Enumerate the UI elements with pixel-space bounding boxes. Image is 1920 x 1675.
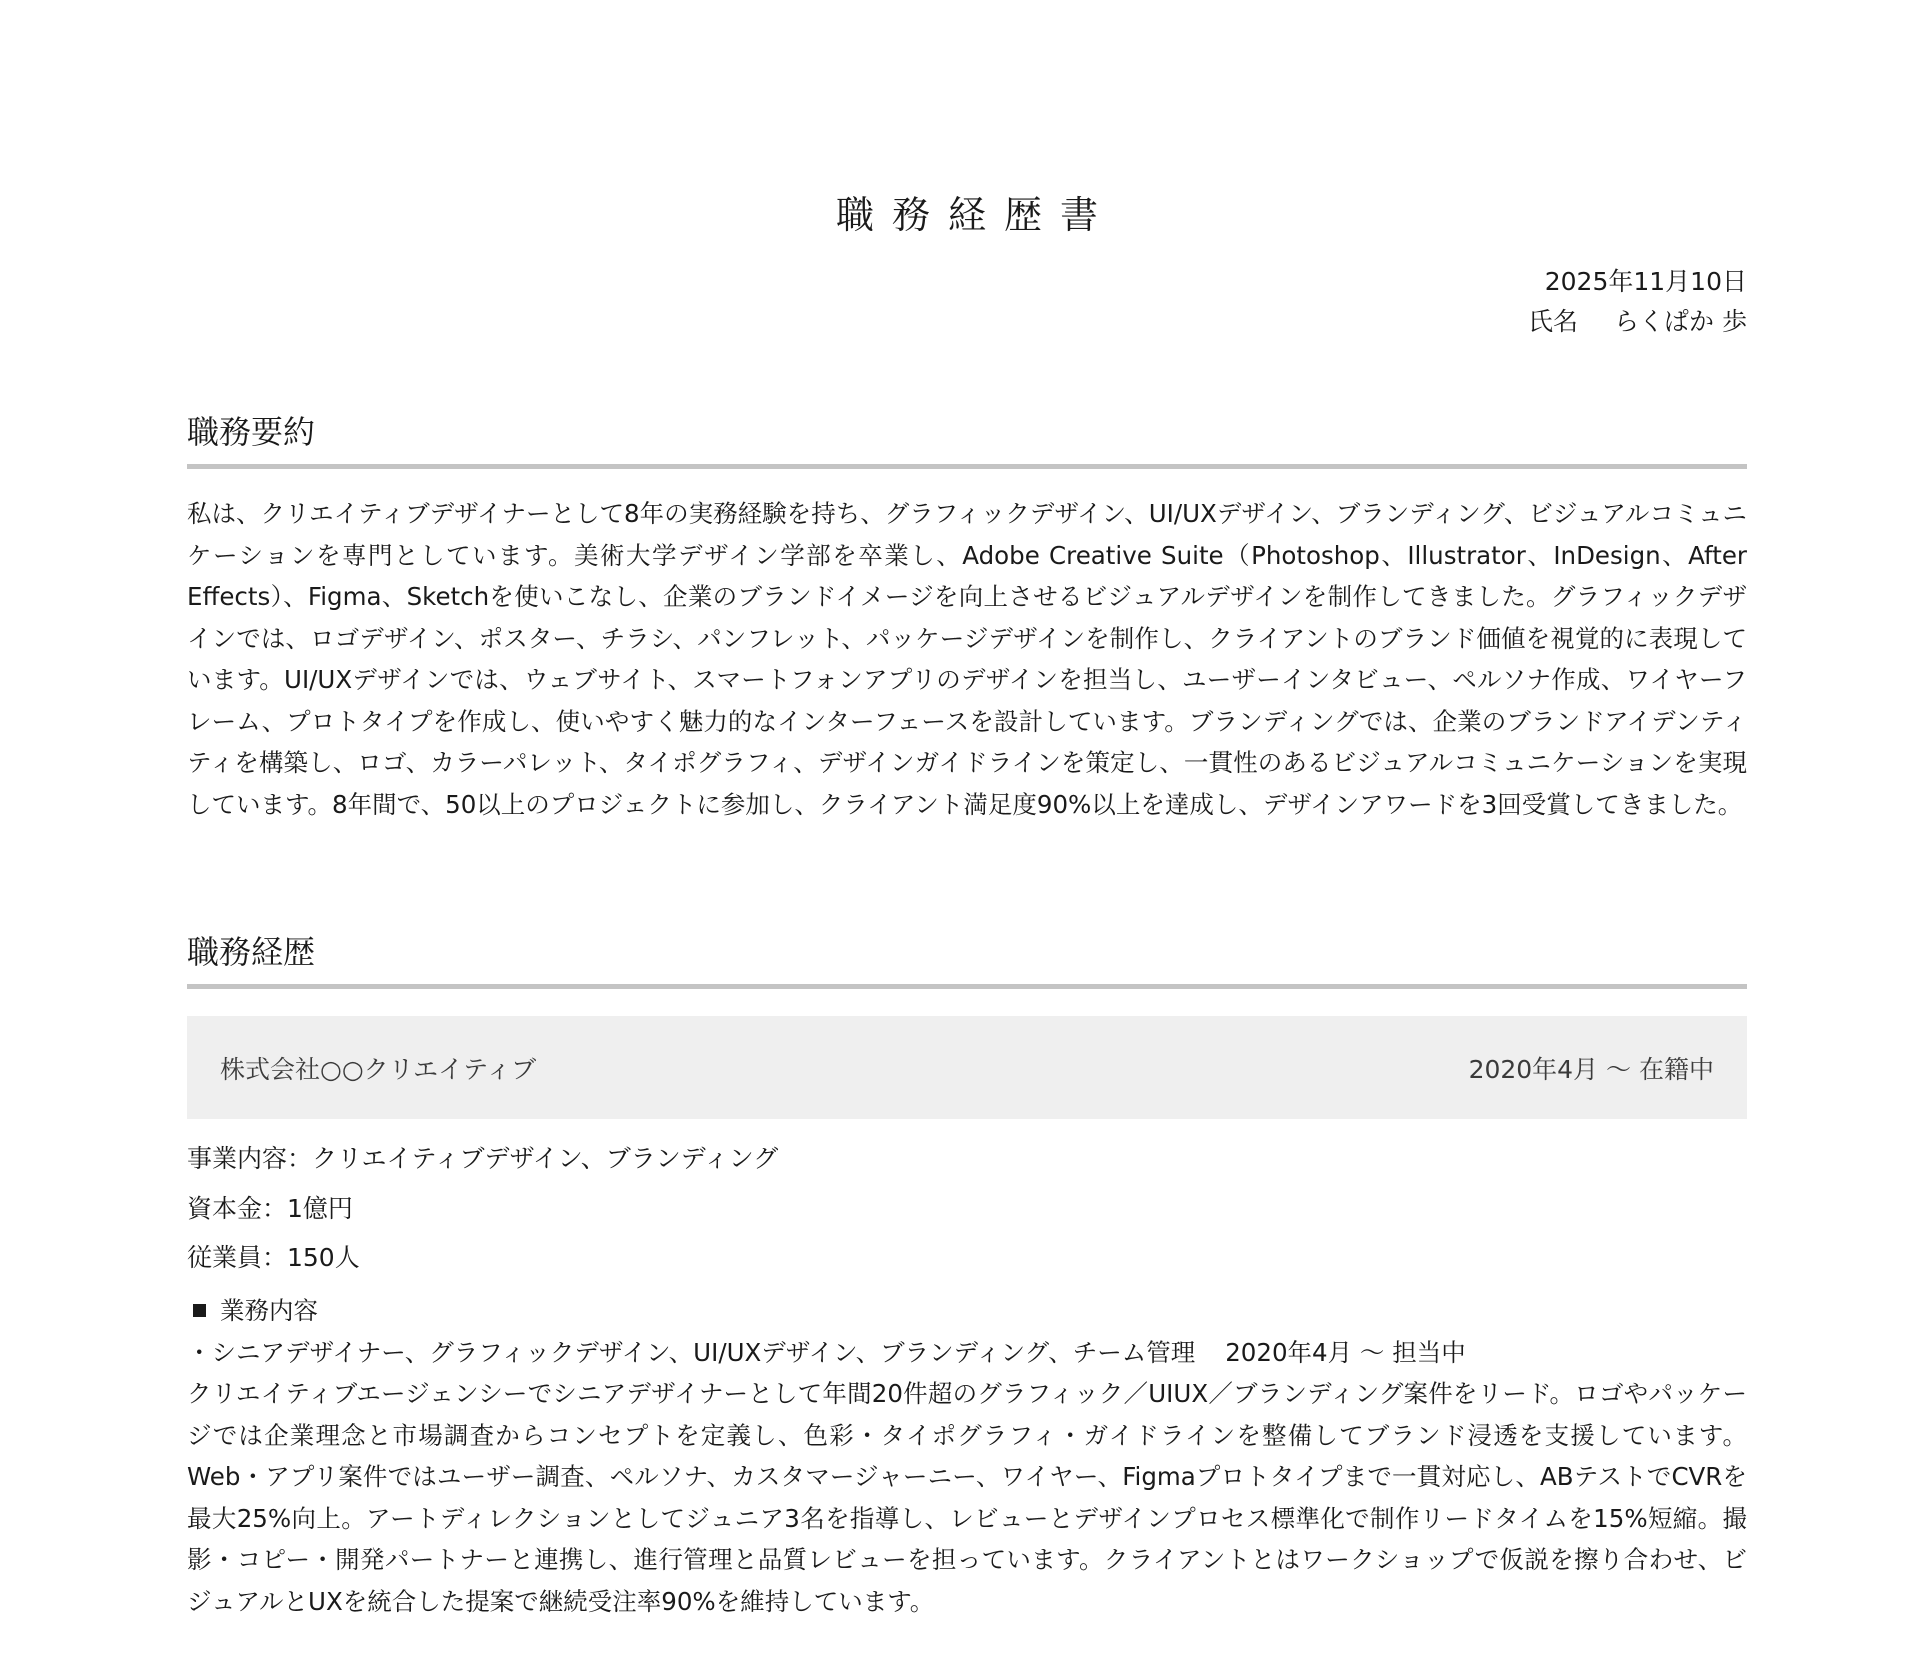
company-name: 株式会社○○クリエイティブ: [220, 1054, 537, 1084]
summary-body: 私は、クリエイティブデザイナーとして8年の実務経験を持ち、グラフィックデザイン、UI/UXデザイン、ブランディング、ビジュアルコミュニケーションを専門としています。美術大学デザイン学部を卒業し、Adobe Creative Suite（Photoshop、Illustrator、InDesign、After Effects）、Figma、Sketchを使いこなし、企業のブランドイメージを向上させるビジュアルデザインを制作してきました。グラフィックデザインでは、ロゴデザイン、ポスター、チラシ、パンフレット、パッケージデザインを制作し、クライアントのブランド価値を視覚的に表現しています。UI/UXデザインでは、ウェブサイト、スマートフォンアプリのデザインを担当し、ユーザーインタビュー、ペルソナ作成、ワイヤーフレーム、プロトタイプを作成し、使いやすく魅力的なインターフェースを設計しています。ブランディングでは、企業のブランドアイデンティティを構築し、ロゴ、カラーパレット、タイポグラフィ、デザインガイドラインを策定し、一貫性のあるビジュアルコミュニケーションを実現しています。8年間で、50以上のプロジェクトに参加し、クライアント満足度90%以上を達成し、デザインアワードを3回受賞してきました。: [187, 499, 1747, 819]
duties-heading-label: 業務内容: [220, 1296, 318, 1325]
author-line: [1528, 302, 1747, 342]
company-employees: 従業員：150人: [187, 1243, 360, 1272]
duties-heading: [187, 1290, 1747, 1332]
role-line: [187, 1332, 1747, 1374]
company-header: [187, 1016, 1747, 1119]
name-value: らくぱか 歩: [1614, 307, 1747, 336]
duties-description: クリエイティブエージェンシーでシニアデザイナーとして年間20件超のグラフィック／UIUX／ブランディング案件をリード。ロゴやパッケージでは企業理念と市場調査からコンセプトを定義し、色彩・タイポグラフィ・ガイドラインを整備してブランド浸透を支援しています。Web・アプリ案件ではユーザー調査、ペルソナ、カスタマージャーニー、ワイヤー、Figmaプロトタイプまで一貫対応し、ABテストでCVRを最大25%向上。アートディレクションとしてジュニア3名を指導し、レビューとデザインプロセス標準化で制作リードタイムを15%短縮。撮影・コピー・開発パートナーと連携し、進行管理と品質レビューを担っています。クライアントとはワークショップで仮説を擦り合わせ、ビジュアルとUXを統合した提案で継続受注率90%を維持しています。: [187, 1379, 1747, 1616]
document-title: 職務経歴書: [835, 193, 1116, 237]
duties-section: [187, 1290, 1747, 1622]
company-period: 2020年4月 〜 在籍中: [1468, 1054, 1714, 1084]
name-label: 氏名: [1528, 307, 1579, 336]
role-period: 2020年4月 〜 担当中: [1225, 1337, 1466, 1367]
history-heading: 職務経歴: [187, 930, 1747, 989]
document-meta: [1528, 262, 1747, 342]
square-bullet-icon: [193, 1304, 206, 1317]
summary-heading: 職務要約: [187, 410, 1747, 469]
company-info: [187, 1134, 1747, 1283]
role-title: ・シニアデザイナー、グラフィックデザイン、UI/UXデザイン、ブランディング、チーム管理: [187, 1337, 1196, 1367]
company-business: 事業内容：クリエイティブデザイン、ブランディング: [187, 1144, 779, 1173]
document-date: 2025年11月10日: [1544, 267, 1747, 296]
company-capital: 資本金：1億円: [187, 1193, 353, 1223]
